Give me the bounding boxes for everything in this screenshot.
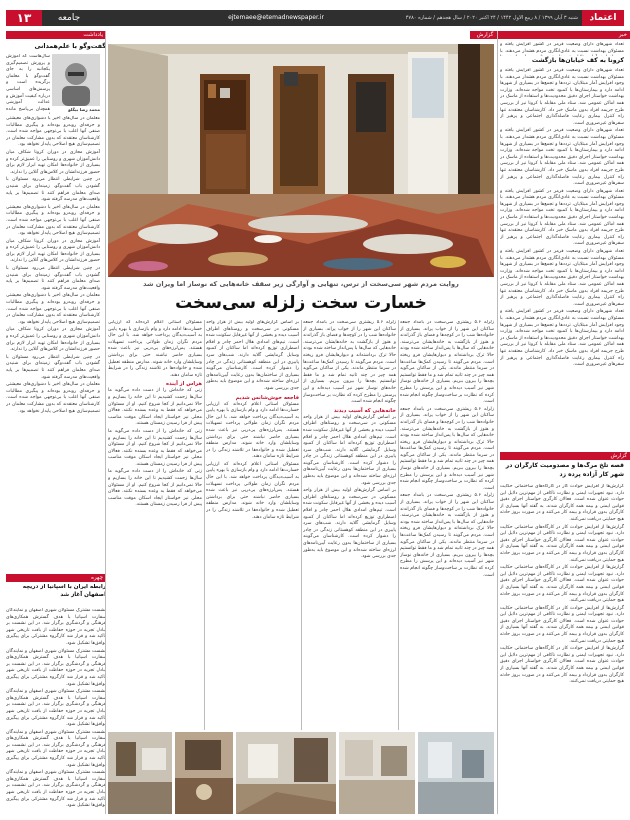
section-label-face: چهره bbox=[6, 574, 106, 582]
left-intro-text bbox=[6, 54, 50, 114]
main-subheading: خانه‌هایی که آسیب دیدند bbox=[333, 407, 396, 414]
section-label-news: خبر bbox=[500, 31, 630, 39]
column-divider bbox=[497, 31, 498, 814]
column-divider bbox=[105, 31, 106, 814]
right-paragraph: تعداد شهرهای دارای وضعیت قرمز در کشور افزایش یافته و مسئولان بهداشت نسبت به عادی‌انگاری مردم هشدار می‌دهند. با وجود افزایش آمار مبتلایان، ترددها و تجمع‌ها در بسیاری از شهرها ادامه دارد و بیمارستان‌ها با کمبود تخت مواجه شده‌اند. وزارت بهداشت خواستار اجرای دقیق محدودیت‌ها و استفاده از ماسک در همه اماکن عمومی شد. ستاد ملی مقابله با کرونا نیز از بررسی طرح جریمه افراد بدون ماسک خبر داد. کارشناسان معتقدند تنها راه کنترل بیماری رعایت فاصله‌گذاری اجتماعی و پرهیز از سفرهای غیرضروری است. bbox=[500, 128, 624, 187]
right-paragraph: گزارش‌ها از افزایش حوادث کار در کارگاه‌های ساختمانی حکایت دارد. نبود تجهیزات ایمنی و نظارت ناکافی از مهم‌ترین دلایل این حوادث عنوان شده است. فعالان کارگری خواستار اجرای دقیق قوانین ایمنی و بیمه همه کارگران شدند. به گفته آنها بسیاری از کارگران بدون قرارداد و بیمه کار می‌کنند و در صورت بروز حادثه هیچ حمایتی دریافت نمی‌کنند. bbox=[500, 524, 624, 563]
right-box-title: قصه تلخ مرگ‌ها و مصدومیت کارگران در شهر کار آزاده پرده زد bbox=[505, 462, 624, 478]
left-box-paragraph: نشست مشترک مسئولان شهری اصفهان و نمایندگان سفارت اسپانیا با هدف گسترش همکاری‌های فرهنگی و گردشگری برگزار شد. در این نشست بر تبادل تجربه در حوزه حفاظت از بافت تاریخی شهر تاکید شد و قرار شد کارگروه مشترکی برای پیگیری توافق‌ها تشکیل شود. bbox=[6, 729, 106, 768]
left-box-title: رابطه ایران با اسپانیا از دریچه اصفهان آغاز شد bbox=[22, 584, 106, 598]
main-kicker: روایت مردم شهر سی‌سخت از ترس، تنهایی و آوارگی زیر سقف خانه‌هایی که نوساز اما ویران شد bbox=[143, 280, 459, 288]
right-news-title: کرونا به کف خیابان‌ها بازگشت bbox=[531, 57, 624, 64]
thumb-photo-1 bbox=[108, 732, 172, 814]
main-col-3 bbox=[206, 320, 299, 730]
thumb-photo-4 bbox=[339, 732, 415, 814]
right-paragraph: تعداد شهرهای دارای وضعیت قرمز در کشور افزایش یافته و مسئولان بهداشت نسبت به عادی‌انگاری مردم هشدار می‌دهند. با bbox=[500, 42, 624, 54]
main-paragraph: بر اساس گزارش‌های اولیه بیش از هزار واحد مسکونی در سی‌سخت و روستاهای اطراف آسیب دیده و بخشی از آنها غیرقابل سکونت شده است. تیم‌های امدادی هلال احمر چادر و اقلام اضطراری توزیع کرده‌اند اما ساکنان از کمبود وسایل گرمایشی گلایه دارند. شب‌های سرد پاییزی در این منطقه کوهستانی زندگی در چادر را دشوار کرده است. کارشناسان می‌گویند بسیاری از ساختمان‌ها بدون رعایت آیین‌نامه‌های لرزه‌ای ساخته شده‌اند و این موضوع باید به‌طور جدی بررسی شود. bbox=[206, 320, 299, 391]
left-box-paragraph: نشست مشترک مسئولان شهری اصفهان و نمایندگان سفارت اسپانیا با هدف گسترش همکاری‌های فرهنگی و گردشگری برگزار شد. در این نشست بر تبادل تجربه در حوزه حفاظت از بافت تاریخی شهر تاکید شد و قرار شد کارگروه مشترکی برای پیگیری توافق‌ها تشکیل شود. bbox=[6, 689, 106, 728]
left-paragraph: در چنین شرایطی انتظار می‌رود مسئولان با گشودن باب گفت‌وگو، زمینه‌ای برای شنیدن صدای معلمان فراهم کنند تا تصمیم‌ها بر پایه واقعیت‌های مدرسه گرفته شود. bbox=[6, 266, 100, 291]
left-paragraph: در چنین شرایطی انتظار می‌رود مسئولان با گشودن باب گفت‌وگو، زمینه‌ای برای شنیدن صدای معلمان فراهم کنند تا تصمیم‌ها بر پایه واقعیت‌های مدرسه گرفته شود. bbox=[6, 177, 100, 203]
main-col-1 bbox=[400, 320, 494, 730]
main-paragraph: مسئولان استانی اعلام کرده‌اند که ارزیابی خسارت‌ها ادامه دارد و وام بازسازی با بهره پایین به آسیب‌دیدگان پرداخت خواهد شد. با این حال مردم نگران زمان طولانی پرداخت تسهیلات هستند. پس‌لرزه‌های پی‌درپی نیز باعث شده بسیاری حاضر نباشند حتی برای برداشتن وسایلشان وارد خانه شوند. مدارس منطقه تعطیل شده و خانواده‌ها در تلاشند زندگی را در شرایط تازه سامان دهند. bbox=[206, 461, 299, 520]
left-paragraph: آموزش مجازی در دوران کرونا شکاف میان دانش‌آموزان شهری و روستایی را عمیق‌تر کرده و بسیاری از خانواده‌ها امکان تهیه ابزار لازم برای حضور فرزندانشان در کلاس‌های آنلاین را ندارند. bbox=[6, 327, 100, 353]
section-title: جامعه bbox=[57, 13, 81, 23]
left-paragraph: معلمان در سال‌های اخیر با دشواری‌های معیشتی و حرفه‌ای روبه‌رو بوده‌اند و پیگیری مطالبات صنفی آنها اغلب با بی‌توجهی مواجه شده است. کارشناسان معتقدند که بدون مشارکت معلمان در تصمیم‌سازی هیچ اصلاحی پایدار نخواهد بود. bbox=[6, 382, 100, 414]
right-paragraph: گزارش‌ها از افزایش حوادث کار در کارگاه‌های ساختمانی حکایت دارد. نبود تجهیزات ایمنی و نظارت ناکافی از مهم‌ترین دلایل این حوادث عنوان شده است. فعالان کارگری خواستار اجرای دقیق قوانین ایمنی و بیمه همه کارگران شدند. به گفته آنها بسیاری از کارگران بدون قرارداد و بیمه کار می‌کنند و در صورت بروز حادثه هیچ حمایتی دریافت نمی‌کنند. bbox=[500, 565, 624, 604]
page-number: ۱۳ bbox=[6, 10, 42, 26]
right-paragraph: تعداد شهرهای دارای وضعیت قرمز در کشور افزایش یافته و مسئولان بهداشت نسبت به عادی‌انگاری مردم هشدار می‌دهند. با وجود افزایش آمار مبتلایان، ترددها و تجمع‌ها در بسیاری از شهرها ادامه دارد و بیمارستان‌ها با کمبود تخت مواجه شده‌اند. وزارت بهداشت خواستار اجرای دقیق محدودیت‌ها و استفاده از ماسک در همه اماکن عمومی شد. ستاد ملی مقابله با کرونا نیز از بررسی طرح جریمه افراد بدون ماسک خبر داد. کارشناسان معتقدند تنها راه کنترل بیماری رعایت فاصله‌گذاری اجتماعی و پرهیز از سفرهای غیرضروری است. bbox=[500, 188, 624, 247]
main-subheading: هراس از آینده bbox=[165, 381, 202, 388]
left-paragraph: آموزش مجازی در دوران کرونا شکاف میان دانش‌آموزان شهری و روستایی را عمیق‌تر کرده و بسیاری از خانواده‌ها امکان تهیه ابزار لازم برای حضور فرزندانشان در کلاس‌های آنلاین را ندارند. bbox=[6, 238, 100, 264]
main-col-4 bbox=[108, 320, 202, 730]
thumb-photo-3 bbox=[236, 732, 336, 814]
left-box-paragraph: نشست مشترک مسئولان شهری اصفهان و نمایندگان سفارت اسپانیا با هدف گسترش همکاری‌های فرهنگی و گردشگری برگزار شد. در این نشست بر تبادل تجربه در حوزه حفاظت از بافت تاریخی شهر تاکید شد و قرار شد کارگروه مشترکی برای پیگیری توافق‌ها تشکیل شود. bbox=[6, 608, 106, 646]
main-headline: خسارت سخت زلزله سی‌سخت bbox=[175, 293, 427, 313]
main-photo-damaged-room bbox=[108, 44, 494, 277]
left-box-paragraph: نشست مشترک مسئولان شهری اصفهان و نمایندگان سفارت اسپانیا با هدف گسترش همکاری‌های فرهنگی و گردشگری برگزار شد. در این نشست بر تبادل تجربه در حوزه حفاظت از بافت تاریخی شهر تاکید شد و قرار شد کارگروه مشترکی برای پیگیری توافق‌ها تشکیل شود. bbox=[6, 770, 106, 809]
main-paragraph: زلزله ۵.۶ ریشتری سی‌سخت در بامداد جمعه ساکنان این شهر را از خواب پراند. بسیاری از خانواده‌ها شب را در کوچه‌ها و فضای باز گذراندند و هنوز از بازگشت به خانه‌هایشان می‌ترسند. خانه‌هایی که سال‌ها با پس‌انداز ساخته شده بودند حالا ترک برداشته‌اند و دیوارهایشان فرو ریخته است. مردم می‌گویند تا رسیدن کمک‌ها ساعت‌ها در سرما منتظر ماندند. یکی از ساکنان می‌گوید همه چیز در چند ثانیه تمام شد و ما فقط توانستیم بچه‌ها را بیرون ببریم. بسیاری از خانه‌های نوساز شهر نیز آسیب دیده‌اند و این پرسش را مطرح کرده که نظارت بر ساخت‌وساز چگونه انجام شده است. bbox=[400, 320, 494, 405]
main-paragraph: مسئولان استانی اعلام کرده‌اند که ارزیابی خسارت‌ها ادامه دارد و وام بازسازی با بهره پایین به آسیب‌دیدگان پرداخت خواهد شد. با این حال مردم نگران زمان طولانی پرداخت تسهیلات هستند. پس‌لرزه‌های پی‌درپی نیز باعث شده بسیاری حاضر نباشند حتی برای برداشتن وسایلشان وارد خانه شوند. مدارس منطقه تعطیل شده و خانواده‌ها در تلاشند زندگی را در شرایط تازه سامان دهند. bbox=[108, 320, 202, 378]
left-box-text bbox=[6, 608, 106, 814]
author-portrait bbox=[52, 54, 100, 106]
section-label-note: یادداشت bbox=[6, 31, 106, 39]
column-divider bbox=[398, 320, 399, 730]
main-paragraph: بر اساس گزارش‌های اولیه بیش از هزار واحد مسکونی در سی‌سخت و روستاهای اطراف آسیب دیده و بخشی از آنها غیرقابل سکونت شده است. تیم‌های امدادی هلال احمر چادر و اقلام اضطراری توزیع کرده‌اند اما ساکنان از کمبود وسایل گرمایشی گلایه دارند. شب‌های سرد پاییزی در این منطقه کوهستانی زندگی در چادر را دشوار کرده است. کارشناسان می‌گویند بسیاری از ساختمان‌ها بدون رعایت آیین‌نامه‌های لرزه‌ای ساخته شده‌اند و این موضوع باید به‌طور جدی بررسی شود. bbox=[303, 488, 396, 560]
right-paragraph: گزارش‌ها از افزایش حوادث کار در کارگاه‌های ساختمانی حکایت دارد. نبود تجهیزات ایمنی و نظارت ناکافی از مهم‌ترین دلایل این حوادث عنوان شده است. فعالان کارگری خواستار اجرای دقیق قوانین ایمنی و بیمه همه کارگران شدند. به گفته آنها بسیاری از کارگران بدون قرارداد و بیمه کار می‌کنند و در صورت بروز حادثه هیچ حمایتی دریافت نمی‌کنند. bbox=[500, 484, 624, 522]
main-paragraph: زنی که خانه‌اش را از دست داده می‌گوید ما سال‌ها زحمت کشیدیم تا این خانه را بسازیم و حالا نمی‌دانیم از کجا شروع کنیم. او از مسئولان می‌خواهد که فقط به وعده بسنده نکنند. فعالان محلی نیز خواستار ایجاد اسکان موقت مناسب پیش از فرا رسیدن زمستان هستند. bbox=[108, 388, 202, 427]
left-author-name: محمد رضا بیگلو bbox=[68, 107, 100, 112]
main-paragraph: مسئولان استانی اعلام کرده‌اند که ارزیابی خسارت‌ها ادامه دارد و وام بازسازی با بهره پایین به آسیب‌دیدگان پرداخت خواهد شد. با این حال مردم نگران زمان طولانی پرداخت تسهیلات هستند. پس‌لرزه‌های پی‌درپی نیز باعث شده بسیاری حاضر نباشند حتی برای برداشتن وسایلشان وارد خانه شوند. مدارس منطقه تعطیل شده و خانواده‌ها در تلاشند زندگی را در شرایط تازه سامان دهند. bbox=[206, 401, 299, 460]
main-paragraph: زلزله ۵.۶ ریشتری سی‌سخت در بامداد جمعه ساکنان این شهر را از خواب پراند. بسیاری از خانواده‌ها شب را در کوچه‌ها و فضای باز گذراندند و هنوز از بازگشت به خانه‌هایشان می‌ترسند. خانه‌هایی که سال‌ها با پس‌انداز ساخته شده بودند حالا ترک برداشته‌اند و دیوارهایشان فرو ریخته است. مردم می‌گویند تا رسیدن کمک‌ها ساعت‌ها در سرما منتظر ماندند. یکی از ساکنان می‌گوید همه چیز در چند ثانیه تمام شد و ما فقط توانستیم بچه‌ها را بیرون ببریم. بسیاری از خانه‌های نوساز شهر نیز آسیب دیده‌اند و این پرسش را مطرح کرده که نظارت بر ساخت‌وساز چگونه انجام شده است. bbox=[400, 493, 494, 578]
right-news-intro bbox=[500, 42, 624, 56]
main-subheading: فاجعه خوش‌شانس شدیم bbox=[235, 394, 299, 401]
contact-email[interactable]: ejtemaee@etemadnewspaper.ir bbox=[228, 14, 324, 21]
left-paragraph: معلمان در سال‌های اخیر با دشواری‌های معیشتی و حرفه‌ای روبه‌رو بوده‌اند و پیگیری مطالبات صنفی آنها اغلب با بی‌توجهی مواجه شده است. کارشناسان معتقدند که بدون مشارکت معلمان در تصمیم‌سازی هیچ اصلاحی پایدار نخواهد بود. bbox=[6, 204, 100, 237]
section-label-report: گزارش bbox=[470, 31, 500, 39]
right-paragraph: گزارش‌ها از افزایش حوادث کار در کارگاه‌های ساختمانی حکایت دارد. نبود تجهیزات ایمنی و نظارت ناکافی از مهم‌ترین دلایل این حوادث عنوان شده است. فعالان کارگری خواستار اجرای دقیق قوانین ایمنی و بیمه همه کارگران شدند. به گفته آنها بسیاری از کارگران بدون قرارداد و بیمه کار می‌کنند و در صورت بروز حادثه هیچ حمایتی دریافت نمی‌کنند. bbox=[500, 646, 624, 685]
left-paragraph: در چنین شرایطی انتظار می‌رود مسئولان با گشودن باب گفت‌وگو، زمینه‌ای برای شنیدن صدای معلمان فراهم کنند تا تصمیم‌ها بر پایه واقعیت‌های مدرسه گرفته شود. bbox=[6, 354, 100, 380]
right-news-body bbox=[500, 68, 624, 448]
main-col-2 bbox=[303, 320, 396, 730]
left-paragraph: سال‌هاست که آموزش و پرورش تصمیم‌گیری یکجانبه را به جای گفت‌وگو با معلمان برگزیده است و پرسش‌های اساسی درباره کیفیت آموزش و عدالت آموزشی همچنان بی‌پاسخ مانده bbox=[6, 54, 50, 112]
right-paragraph: تعداد شهرهای دارای وضعیت قرمز در کشور افزایش یافته و مسئولان بهداشت نسبت به عادی‌انگاری مردم هشدار می‌دهند. با وجود افزایش آمار مبتلایان، ترددها و تجمع‌ها در بسیاری از شهرها ادامه دارد و بیمارستان‌ها با کمبود تخت مواجه شده‌اند. وزارت بهداشت خواستار اجرای دقیق محدودیت‌ها و استفاده از ماسک در همه اماکن عمومی شد. ستاد ملی مقابله با کرونا نیز از بررسی طرح جریمه افراد بدون ماسک خبر داد. کارشناسان معتقدند تنها راه کنترل بیماری رعایت فاصله‌گذاری اجتماعی و پرهیز از سفرهای غیرضروری است. bbox=[500, 249, 624, 307]
left-paragraph: معلمان در سال‌های اخیر با دشواری‌های معیشتی و حرفه‌ای روبه‌رو بوده‌اند و پیگیری مطالبات صنفی آنها اغلب با بی‌توجهی مواجه شده است. کارشناسان معتقدند که بدون مشارکت معلمان در تصمیم‌سازی هیچ اصلاحی پایدار نخواهد بود. bbox=[6, 116, 100, 148]
main-paragraph: زلزله ۵.۶ ریشتری سی‌سخت در بامداد جمعه ساکنان این شهر را از خواب پراند. بسیاری از خانواده‌ها شب را در کوچه‌ها و فضای باز گذراندند و هنوز از بازگشت به خانه‌هایشان می‌ترسند. خانه‌هایی که سال‌ها با پس‌انداز ساخته شده بودند حالا ترک برداشته‌اند و دیوارهایشان فرو ریخته است. مردم می‌گویند تا رسیدن کمک‌ها ساعت‌ها در سرما منتظر ماندند. یکی از ساکنان می‌گوید همه چیز در چند ثانیه تمام شد و ما فقط توانستیم بچه‌ها را بیرون ببریم. بسیاری از خانه‌های نوساز شهر نیز آسیب دیده‌اند و این پرسش را مطرح کرده که نظارت بر ساخت‌وساز چگونه انجام شده است. bbox=[400, 406, 494, 491]
issue-date: شنبه ۳ آبان ۱۳۹۹ / ۸ ربیع الاول ۱۴۴۲ / ۲۴ اکتبر ۲۰۲۰ / سال هجدهم / شماره ۴۷۸۰ bbox=[405, 15, 578, 21]
thumb-photo-2 bbox=[175, 732, 233, 814]
left-body-text bbox=[6, 116, 100, 566]
right-paragraph: گزارش‌ها از افزایش حوادث کار در کارگاه‌های ساختمانی حکایت دارد. نبود تجهیزات ایمنی و نظارت ناکافی از مهم‌ترین دلایل این حوادث عنوان شده است. فعالان کارگری خواستار اجرای دقیق قوانین ایمنی و بیمه همه کارگران شدند. به گفته آنها بسیاری از کارگران بدون قرارداد و بیمه کار می‌کنند و در صورت بروز حادثه هیچ حمایتی دریافت نمی‌کنند. bbox=[500, 605, 624, 644]
section-label-reader: گزارش bbox=[500, 452, 630, 460]
main-paragraph: زنی که خانه‌اش را از دست داده می‌گوید ما سال‌ها زحمت کشیدیم تا این خانه را بسازیم و حالا نمی‌دانیم از کجا شروع کنیم. او از مسئولان می‌خواهد که فقط به وعده بسنده نکنند. فعالان محلی نیز خواستار ایجاد اسکان موقت مناسب پیش از فرا رسیدن زمستان هستند. bbox=[108, 469, 202, 508]
left-paragraph: معلمان در سال‌های اخیر با دشواری‌های معیشتی و حرفه‌ای روبه‌رو بوده‌اند و پیگیری مطالبات صنفی آنها اغلب با بی‌توجهی مواجه شده است. کارشناسان معتقدند که بدون مشارکت معلمان در تصمیم‌سازی هیچ اصلاحی پایدار نخواهد بود. bbox=[6, 293, 100, 325]
left-box-paragraph: نشست مشترک مسئولان شهری اصفهان و نمایندگان سفارت اسپانیا با هدف گسترش همکاری‌های فرهنگی و گردشگری برگزار شد. در این نشست بر تبادل تجربه در حوزه حفاظت از بافت تاریخی شهر تاکید شد و قرار شد کارگروه مشترکی برای پیگیری توافق‌ها تشکیل شود. bbox=[6, 648, 106, 687]
right-paragraph: تعداد شهرهای دارای وضعیت قرمز در کشور افزایش یافته و مسئولان بهداشت نسبت به عادی‌انگاری مردم هشدار می‌دهند. با وجود افزایش آمار مبتلایان، ترددها و تجمع‌ها در بسیاری از شهرها ادامه دارد و بیمارستان‌ها با کمبود تخت مواجه شده‌اند. وزارت بهداشت خواستار اجرای دقیق محدودیت‌ها و استفاده از ماسک در همه اماکن عمومی شد. ستاد ملی مقابله با کرونا نیز از بررسی طرح جریمه افراد بدون ماسک خبر داد. کارشناسان معتقدند تنها راه کنترل بیماری رعایت فاصله‌گذاری اجتماعی و پرهیز از سفرهای غیرضروری است. bbox=[500, 309, 624, 368]
left-article-title: گفت‌وگو با علم‌همدانی bbox=[34, 42, 106, 50]
column-divider bbox=[301, 320, 302, 730]
main-paragraph: زنی که خانه‌اش را از دست داده می‌گوید ما سال‌ها زحمت کشیدیم تا این خانه را بسازیم و حالا نمی‌دانیم از کجا شروع کنیم. او از مسئولان می‌خواهد که فقط به وعده بسنده نکنند. فعالان محلی نیز خواستار ایجاد اسکان موقت مناسب پیش از فرا رسیدن زمستان هستند. bbox=[108, 428, 202, 467]
main-paragraph: زلزله ۵.۶ ریشتری سی‌سخت در بامداد جمعه ساکنان این شهر را از خواب پراند. بسیاری از خانواده‌ها شب را در کوچه‌ها و فضای باز گذراندند و هنوز از بازگشت به خانه‌هایشان می‌ترسند. خانه‌هایی که سال‌ها با پس‌انداز ساخته شده بودند حالا ترک برداشته‌اند و دیوارهایشان فرو ریخته است. مردم می‌گویند تا رسیدن کمک‌ها ساعت‌ها در سرما منتظر ماندند. یکی از ساکنان می‌گوید همه چیز در چند ثانیه تمام شد و ما فقط توانستیم بچه‌ها را بیرون ببریم. بسیاری از خانه‌های نوساز شهر نیز آسیب دیده‌اند و این پرسش را مطرح کرده که نظارت بر ساخت‌وساز چگونه انجام شده است. bbox=[303, 320, 396, 405]
right-paragraph: تعداد شهرهای دارای وضعیت قرمز در کشور افزایش یافته و مسئولان بهداشت نسبت به عادی‌انگاری مردم هشدار می‌دهند. با وجود افزایش آمار مبتلایان، ترددها و تجمع‌ها در بسیاری از شهرها ادامه دارد و بیمارستان‌ها با کمبود تخت مواجه شده‌اند. وزارت بهداشت خواستار اجرای دقیق محدودیت‌ها و استفاده از ماسک در همه اماکن عمومی شد. ستاد ملی مقابله با کرونا نیز از بررسی طرح جریمه افراد بدون ماسک خبر داد. کارشناسان معتقدند تنها راه کنترل بیماری رعایت فاصله‌گذاری اجتماعی و پرهیز از سفرهای غیرضروری است. bbox=[500, 68, 624, 126]
newspaper-logo: اعتماد bbox=[582, 10, 624, 26]
column-divider bbox=[204, 320, 205, 730]
right-box-body bbox=[500, 484, 624, 814]
main-paragraph: بر اساس گزارش‌های اولیه بیش از هزار واحد مسکونی در سی‌سخت و روستاهای اطراف آسیب دیده و بخشی از آنها غیرقابل سکونت شده است. تیم‌های امدادی هلال احمر چادر و اقلام اضطراری توزیع کرده‌اند اما ساکنان از کمبود وسایل گرمایشی گلایه دارند. شب‌های سرد پاییزی در این منطقه کوهستانی زندگی در چادر را دشوار کرده است. کارشناسان می‌گویند بسیاری از ساختمان‌ها بدون رعایت آیین‌نامه‌های لرزه‌ای ساخته شده‌اند و این موضوع باید به‌طور جدی بررسی شود. bbox=[303, 414, 396, 486]
thumb-photo-5 bbox=[418, 732, 494, 814]
left-paragraph: آموزش مجازی در دوران کرونا شکاف میان دانش‌آموزان شهری و روستایی را عمیق‌تر کرده و بسیاری از خانواده‌ها امکان تهیه ابزار لازم برای حضور فرزندانشان در کلاس‌های آنلاین را ندارند. bbox=[6, 149, 100, 175]
